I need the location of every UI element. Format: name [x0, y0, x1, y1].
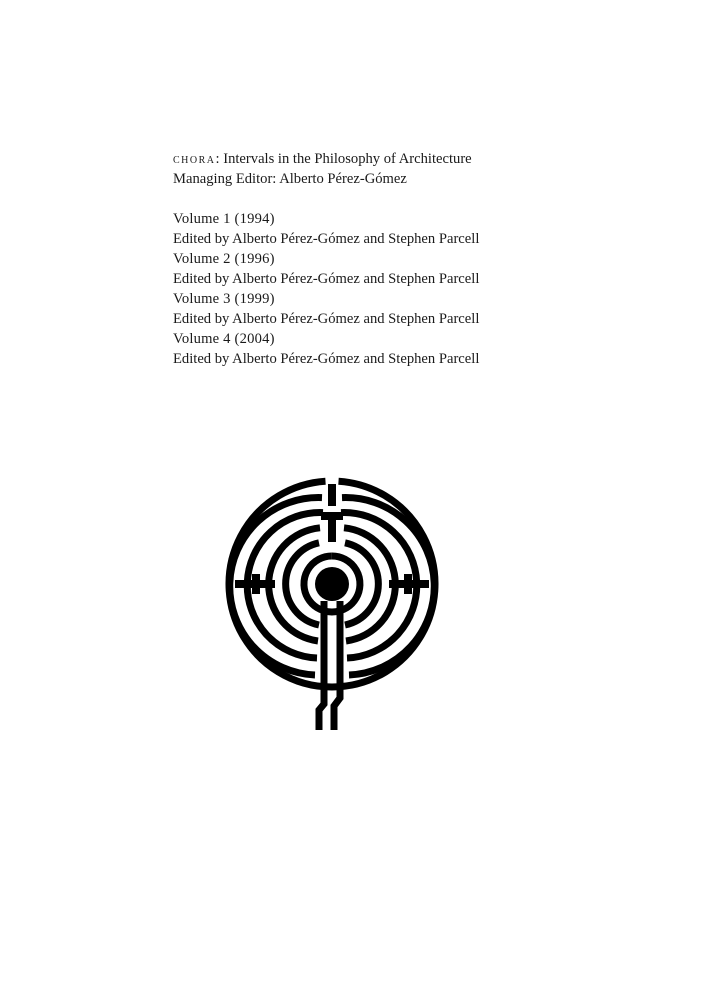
volume-editors: Edited by Alberto Pérez-Gómez and Stephen Parcell — [173, 311, 480, 327]
volume-entry-4 — [173, 329, 593, 369]
volume-editors: Edited by Alberto Pérez-Gómez and Stephen Parcell — [173, 231, 480, 247]
volume-label: Volume 2 (1996) — [173, 251, 275, 267]
series-info — [173, 149, 593, 369]
managing-editor: Managing Editor: Alberto Pérez-Gómez — [173, 171, 407, 187]
volume-label: Volume 3 (1999) — [173, 291, 275, 307]
volume-entry-2 — [173, 249, 593, 289]
labyrinth-icon — [222, 476, 442, 732]
series-name: chora — [173, 151, 216, 167]
volume-editors: Edited by Alberto Pérez-Gómez and Stephen Parcell — [173, 351, 480, 367]
series-title-line — [173, 149, 593, 169]
volume-entry-1 — [173, 209, 593, 249]
series-subtitle: : Intervals in the Philosophy of Architecture — [215, 151, 472, 167]
spacer — [173, 189, 593, 209]
volume-label: Volume 4 (2004) — [173, 331, 275, 347]
volume-entry-3 — [173, 289, 593, 329]
volume-editors: Edited by Alberto Pérez-Gómez and Stephen Parcell — [173, 271, 480, 287]
volume-label: Volume 1 (1994) — [173, 211, 275, 227]
